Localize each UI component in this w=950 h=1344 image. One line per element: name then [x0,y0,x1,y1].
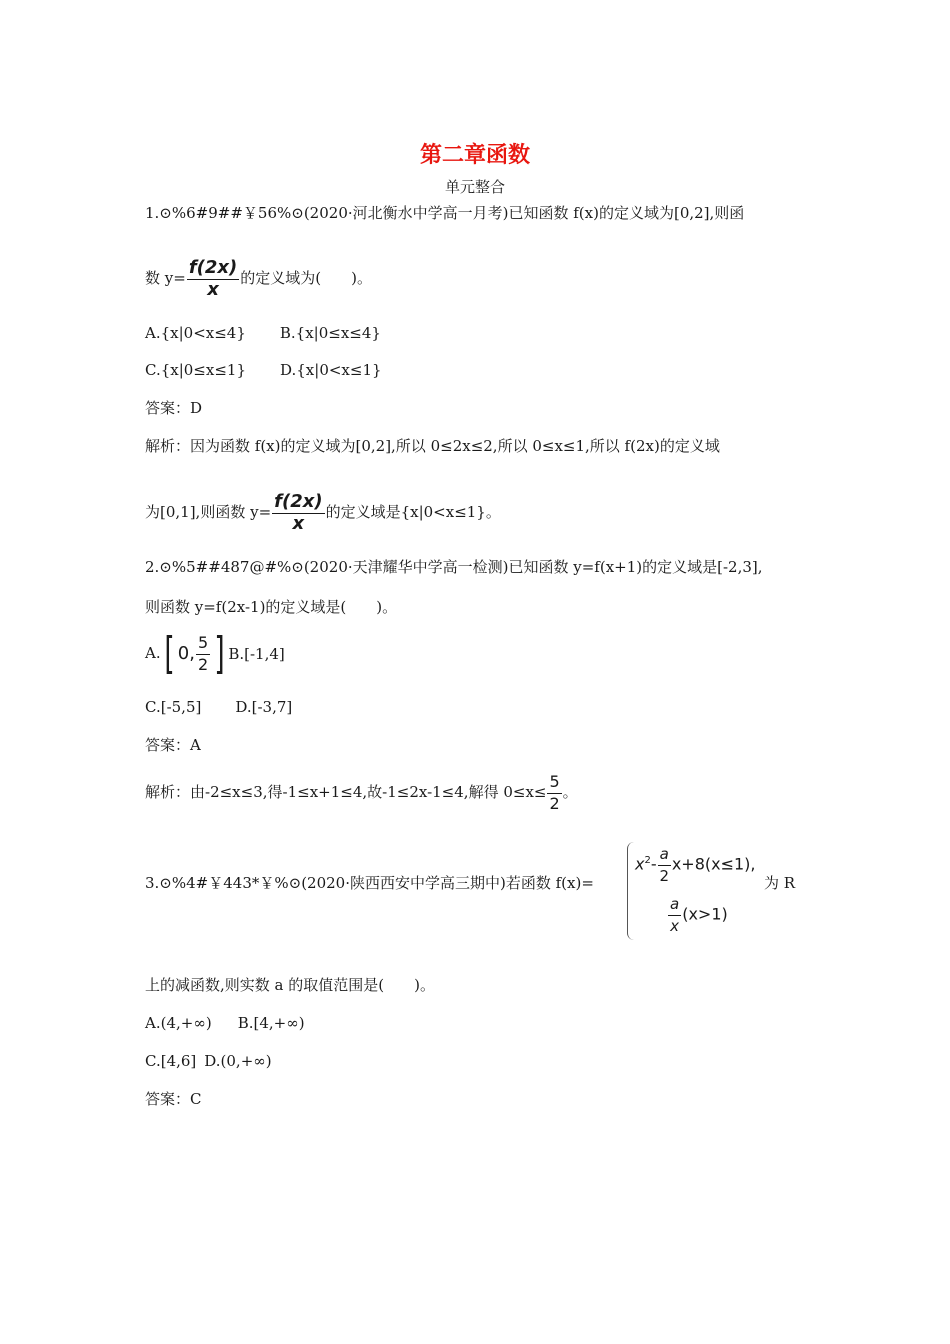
q1-analysis-prefix: 为[0,1],则函数 y= [145,503,272,521]
q3-piece1-fraction [658,844,671,886]
q3-stem-line1: 3.⊙%4#￥443*￥%⊙(2020·陕西西安中学高三期中)若函数 f(x)= [145,874,594,892]
q2-options-row2 [145,697,292,717]
q1-answer: 答案：D [145,399,203,417]
q2-options-row1 [145,628,285,679]
q2-analysis-suffix: 。 [562,783,578,801]
q3-piece1 [635,844,756,886]
q3-option-a: A.(4,+∞) [145,1014,212,1032]
q1-analysis-line1: 解析：因为函数 f(x)的定义域为[0,2],所以 0≤2x≤2,所以 0≤x≤1,所以 f(2x)的定义域 [145,437,720,455]
right-bracket-glyph: ] [214,628,225,679]
q3-piece1-x: x [635,854,645,874]
q3-stem-line2: 上的减函数,则实数 a 的取值范围是( )。 [145,976,435,994]
q3-option-d: D.(0,+∞) [204,1052,272,1070]
q2-analysis-prefix: 解析：由-2≤x≤3,得-1≤x+1≤4,故-1≤2x-1≤4,解得 0≤x≤ [145,783,547,801]
q2-option-a-denominator: 2 [197,655,209,674]
q2-option-c: C.[-5,5] [145,698,202,716]
q1-option-b: B.{x|0≤x≤4} [279,324,381,342]
q3-piece1-denominator: 2 [659,867,669,885]
q3-piece2-numerator: a [668,894,681,916]
q2-option-a-numerator: 5 [196,633,210,655]
q2-option-a-zero: 0, [177,643,195,664]
q3-options-row2 [145,1051,272,1071]
q3-stem-suffix: 为 R [764,874,796,892]
q1-analysis-fraction-denominator: x [292,513,305,534]
q3-piece1-numerator: a [658,844,671,866]
q1-analysis-line2 [145,492,501,534]
q2-stem-line2: 则函数 y=f(2x-1)的定义域是( )。 [145,598,398,616]
section-subtitle: 单元整合 [444,178,505,196]
q1-fraction-numerator: f(2x) [188,257,238,278]
q1-options-row2 [145,360,382,380]
q3-piece1-exponent: 2 [644,855,651,867]
left-brace-glyph [627,842,634,940]
q1-analysis-fraction-numerator: f(2x) [274,491,323,512]
q1-analysis-fraction [272,492,324,534]
q2-stem-line1: 2.⊙%5##487@#%⊙(2020·天津耀华中学高一检测)已知函数 y=f(x+1)的定义域是[-2,3], [145,558,763,576]
q3-piece2-fraction [668,894,681,936]
q3-option-b: B.[4,+∞) [237,1014,305,1032]
q2-option-a-fraction [196,633,210,675]
q3-options-row1 [145,1013,305,1033]
q1-options-row1 [145,323,381,343]
q1-analysis-suffix: 的定义域是{x|0<x≤1}。 [325,503,501,521]
q1-stem-line2 [145,258,372,300]
q1-stem-line1: 1.⊙%6#9##￥56%⊙(2020·河北衡水中学高一月考)已知函数 f(x)的定义域为[0,2],则函 [145,204,745,222]
chapter-title: 第二章函数 [419,143,530,168]
q3-piece1-minus: - [650,854,657,874]
q1-option-c: C.{x|0≤x≤1} [145,361,246,379]
q2-analysis-fraction [547,772,561,814]
q3-piece2 [667,894,728,936]
q1-fraction [187,258,239,300]
q1-option-a: A.{x|0<x≤4} [145,324,246,342]
q3-piecewise-function [627,842,807,942]
q2-option-d: D.[-3,7] [235,698,293,716]
q2-option-a-label: A. [145,644,161,662]
q3-piece2-rest: (x>1) [682,904,728,924]
q2-answer: 答案：A [145,736,201,754]
left-bracket-glyph: [ [164,628,175,679]
q2-analysis-denominator: 2 [549,794,560,813]
q3-option-c: C.[4,6] [145,1052,197,1070]
q1-stem-suffix: 的定义域为( )。 [240,269,372,287]
q2-analysis-numerator: 5 [547,772,561,794]
q3-piece1-rest: x+8(x≤1), [671,854,756,874]
q1-option-d: D.{x|0<x≤1} [280,361,382,379]
q3-piece2-denominator: x [670,917,680,935]
q3-answer: 答案：C [145,1090,202,1108]
q1-fraction-denominator: x [207,279,219,300]
q1-stem-prefix: 数 y= [145,269,186,287]
q2-option-b: B.[-1,4] [228,645,285,663]
q2-analysis [145,772,578,814]
